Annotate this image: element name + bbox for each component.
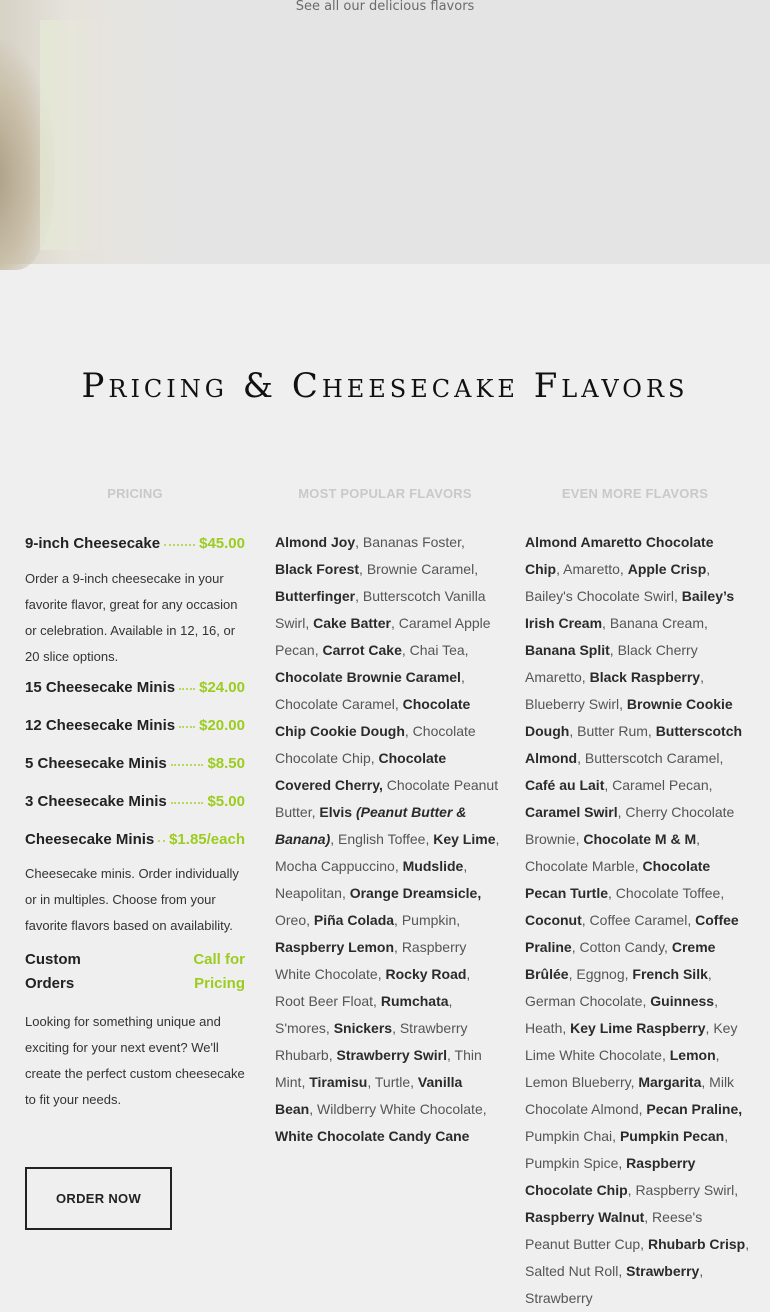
flavor-name: Rocky Road xyxy=(385,966,467,982)
flavor-list-text: , Wildberry White Chocolate, xyxy=(309,1101,487,1117)
flavor-list-text: , Mocha Cappuccino, xyxy=(275,831,500,874)
flavor-list-text: , Butterscotch Vanilla Swirl, xyxy=(275,588,486,631)
price-row-5-minis xyxy=(25,755,245,772)
flavor-list-text: , Brownie Caramel, xyxy=(359,561,479,577)
flavor-name: Orange Dreamsicle, xyxy=(349,885,482,901)
price-leader xyxy=(158,840,165,842)
flavor-list-text: , Cherry Chocolate Brownie, xyxy=(525,804,735,847)
flavor-list-text: , Cotton Candy, xyxy=(571,939,672,955)
flavor-name: White Chocolate Candy Cane xyxy=(275,1128,470,1144)
flavor-name: Black Raspberry xyxy=(589,669,701,685)
flavor-name: Coffee Praline xyxy=(525,912,739,955)
flavor-list-text: , Bailey's Chocolate Swirl, xyxy=(525,561,711,604)
flavor-name: Black Forest xyxy=(275,561,360,577)
price-item-name: 9-inch Cheesecake xyxy=(25,535,161,552)
flavor-name: Strawberry xyxy=(626,1263,700,1279)
flavor-name: Banana Split xyxy=(525,642,610,658)
flavor-list-text: , Bananas Foster, xyxy=(355,534,465,550)
flavor-name: Rumchata xyxy=(380,993,449,1009)
flavor-name: Pecan Praline, xyxy=(646,1101,743,1117)
hero-image-glow xyxy=(40,20,100,250)
flavor-list-text: , Salted Nut Roll, xyxy=(525,1236,750,1279)
flavor-list-text: , Banana Cream, xyxy=(602,615,708,631)
custom-orders-label: Custom Orders xyxy=(25,951,81,992)
flavor-list-text: , Coffee Caramel, xyxy=(581,912,696,928)
flavor-name: Rhubarb Crisp xyxy=(647,1236,746,1252)
flavor-name: Raspberry Walnut xyxy=(525,1209,645,1225)
price-row-12-minis xyxy=(25,717,245,734)
flavor-name: Butterscotch Almond xyxy=(525,723,743,766)
price-leader xyxy=(179,726,195,728)
flavor-list-text: Oreo, xyxy=(275,912,314,928)
flavor-list-text: , Strawberry Rhubarb, xyxy=(275,1020,468,1063)
flavor-name: Caramel Swirl xyxy=(525,804,618,820)
flavor-name: Brownie Cookie Dough xyxy=(525,696,733,739)
flavor-list-text: , Amaretto, xyxy=(556,561,628,577)
custom-orders-price: Call for Pricing xyxy=(193,951,245,992)
more-flavors-heading: EVEN MORE FLAVORS xyxy=(561,486,709,501)
flavor-name: Chocolate Covered Cherry, xyxy=(275,750,447,793)
price-item-name: 12 Cheesecake Minis xyxy=(25,717,176,734)
flavor-name: Bailey’s Irish Cream xyxy=(525,588,735,631)
price-item-name: 5 Cheesecake Minis xyxy=(25,755,167,772)
flavor-list-text: , Chocolate Caramel, xyxy=(275,669,465,712)
price-item-name: 15 Cheesecake Minis xyxy=(25,679,176,696)
desc-custom: Looking for something unique and exciting for your next event? We'll create the perfect custom cheesecake to fit your needs. xyxy=(25,1014,245,1107)
flavor-list-text: , Butter Rum, xyxy=(569,723,656,739)
flavor-name: Margarita xyxy=(638,1074,702,1090)
price-item-amount: $24.00 xyxy=(199,679,245,696)
flavor-name: Coconut xyxy=(525,912,582,928)
price-row-9inch xyxy=(25,535,245,552)
flavor-list-text: , Thin Mint, xyxy=(275,1047,482,1090)
flavor-list-text: , Black Cherry Amaretto, xyxy=(525,642,698,685)
flavor-list-text: , English Toffee, xyxy=(330,831,434,847)
flavor-name: Raspberry Chocolate Chip xyxy=(525,1155,696,1198)
flavor-name: Key Lime Raspberry xyxy=(570,1020,706,1036)
flavor-list-text: , Caramel Pecan, xyxy=(604,777,713,793)
flavor-name: (Peanut Butter & Banana) xyxy=(275,804,467,847)
flavor-list-text: , Raspberry Swirl, xyxy=(627,1182,739,1198)
flavor-list-text: , Chocolate Marble, xyxy=(525,831,701,874)
price-item-amount: $8.50 xyxy=(207,755,245,772)
flavor-name: Snickers xyxy=(333,1020,393,1036)
price-item-amount: $5.00 xyxy=(207,793,245,810)
price-item-amount: $45.00 xyxy=(199,535,245,552)
flavor-name: Chocolate Chip Cookie Dough xyxy=(275,696,471,739)
flavor-list-text: , Caramel Apple Pecan, xyxy=(275,615,491,658)
flavor-list-text: , Turtle, xyxy=(367,1074,418,1090)
flavor-list-text: Chocolate Peanut Butter, xyxy=(275,777,499,820)
flavor-name: Carrot Cake xyxy=(322,642,402,658)
flavor-list-text: , Neapolitan, xyxy=(275,858,468,901)
flavor-name: Café au Lait xyxy=(525,777,605,793)
flavor-list-text: , Raspberry White Chocolate, xyxy=(275,939,467,982)
flavor-name: Creme Brûlée xyxy=(525,939,716,982)
flavor-list-text: , Pumpkin, xyxy=(394,912,461,928)
price-row-3-minis xyxy=(25,793,245,810)
price-leader xyxy=(179,688,195,690)
flavor-list-text: , Key Lime White Chocolate, xyxy=(525,1020,738,1063)
flavor-list-text: , Strawberry xyxy=(525,1263,704,1306)
flavor-list-text: , Blueberry Swirl, xyxy=(525,669,704,712)
flavor-name: Elvis xyxy=(319,804,356,820)
flavor-list-text: , Chocolate Chocolate Chip, xyxy=(275,723,476,766)
flavor-name: Chocolate Pecan Turtle xyxy=(525,858,711,901)
section-title: Pricing & Cheesecake Flavors xyxy=(81,366,689,406)
flavor-list-text: , Butterscotch Caramel, xyxy=(577,750,724,766)
flavor-name: Chocolate Brownie Caramel xyxy=(275,669,461,685)
flavor-name: Almond Amaretto Chocolate Chip xyxy=(525,534,714,577)
price-row-custom xyxy=(25,948,245,996)
flavor-name: Almond Joy xyxy=(275,534,356,550)
popular-flavors-heading: MOST POPULAR FLAVORS xyxy=(298,486,472,501)
price-leader xyxy=(164,544,195,546)
flavor-name: Lemon xyxy=(669,1047,716,1063)
price-leader xyxy=(171,802,204,804)
flavor-list-text: , German Chocolate, xyxy=(525,966,712,1009)
price-item-amount: $20.00 xyxy=(199,717,245,734)
desc-9inch: Order a 9-inch cheesecake in your favorite flavor, great for any occasion or celebration. Available in 12, 16, or 20 slice options. xyxy=(25,571,238,664)
flavor-list-text: , Pumpkin Spice, xyxy=(525,1128,729,1171)
popular-flavors-list xyxy=(275,529,500,1150)
flavor-name: Chocolate M & M xyxy=(583,831,697,847)
price-item-name: Cheesecake Minis xyxy=(25,831,155,848)
flavor-name: Apple Crisp xyxy=(627,561,707,577)
flavor-name: Mudslide xyxy=(402,858,464,874)
flavor-name: Key Lime xyxy=(433,831,496,847)
pricing-heading: PRICING xyxy=(107,486,163,501)
flavor-list-text: , Eggnog, xyxy=(568,966,633,982)
flavor-list-text: , Reese's Peanut Butter Cup, xyxy=(525,1209,703,1252)
hero-banner xyxy=(0,0,770,264)
flavor-name: Butterfinger xyxy=(275,588,356,604)
flavor-name: French Silk xyxy=(632,966,708,982)
price-item-name: 3 Cheesecake Minis xyxy=(25,793,167,810)
flavor-name: Raspberry Lemon xyxy=(275,939,395,955)
flavor-list-text: , Root Beer Float, xyxy=(275,966,471,1009)
flavor-list-text: Pumpkin Chai, xyxy=(525,1128,620,1144)
flavor-name: Piña Colada xyxy=(313,912,395,928)
flavor-list-text: , S'mores, xyxy=(275,993,453,1036)
flavor-list-text: , Milk Chocolate Almond, xyxy=(525,1074,735,1117)
flavor-list-text: , Chai Tea, xyxy=(401,642,469,658)
order-now-button[interactable]: ORDER NOW xyxy=(25,1167,172,1230)
price-row-minis-each xyxy=(25,831,245,848)
flavor-list-text: , Lemon Blueberry, xyxy=(525,1047,720,1090)
more-flavors-list xyxy=(525,529,750,1312)
see-all-flavors-link[interactable]: See all our delicious flavors xyxy=(295,0,475,14)
flavor-name: Pumpkin Pecan xyxy=(619,1128,725,1144)
flavor-name: Tiramisu xyxy=(309,1074,368,1090)
flavor-name: Guinness xyxy=(650,993,715,1009)
flavor-list-text: , Chocolate Toffee, xyxy=(608,885,725,901)
flavor-name: Cake Batter xyxy=(313,615,391,631)
desc-minis: Cheesecake minis. Order individually or in multiples. Choose from your favorite flavors based on availability. xyxy=(25,866,239,933)
price-row-15-minis xyxy=(25,679,245,696)
price-leader xyxy=(171,764,204,766)
flavor-name: Vanilla Bean xyxy=(275,1074,463,1117)
price-item-amount: $1.85/each xyxy=(169,831,245,848)
flavor-name: Strawberry Swirl xyxy=(336,1047,447,1063)
flavor-list-text: , Heath, xyxy=(525,993,718,1036)
pricing-column xyxy=(25,535,245,1113)
